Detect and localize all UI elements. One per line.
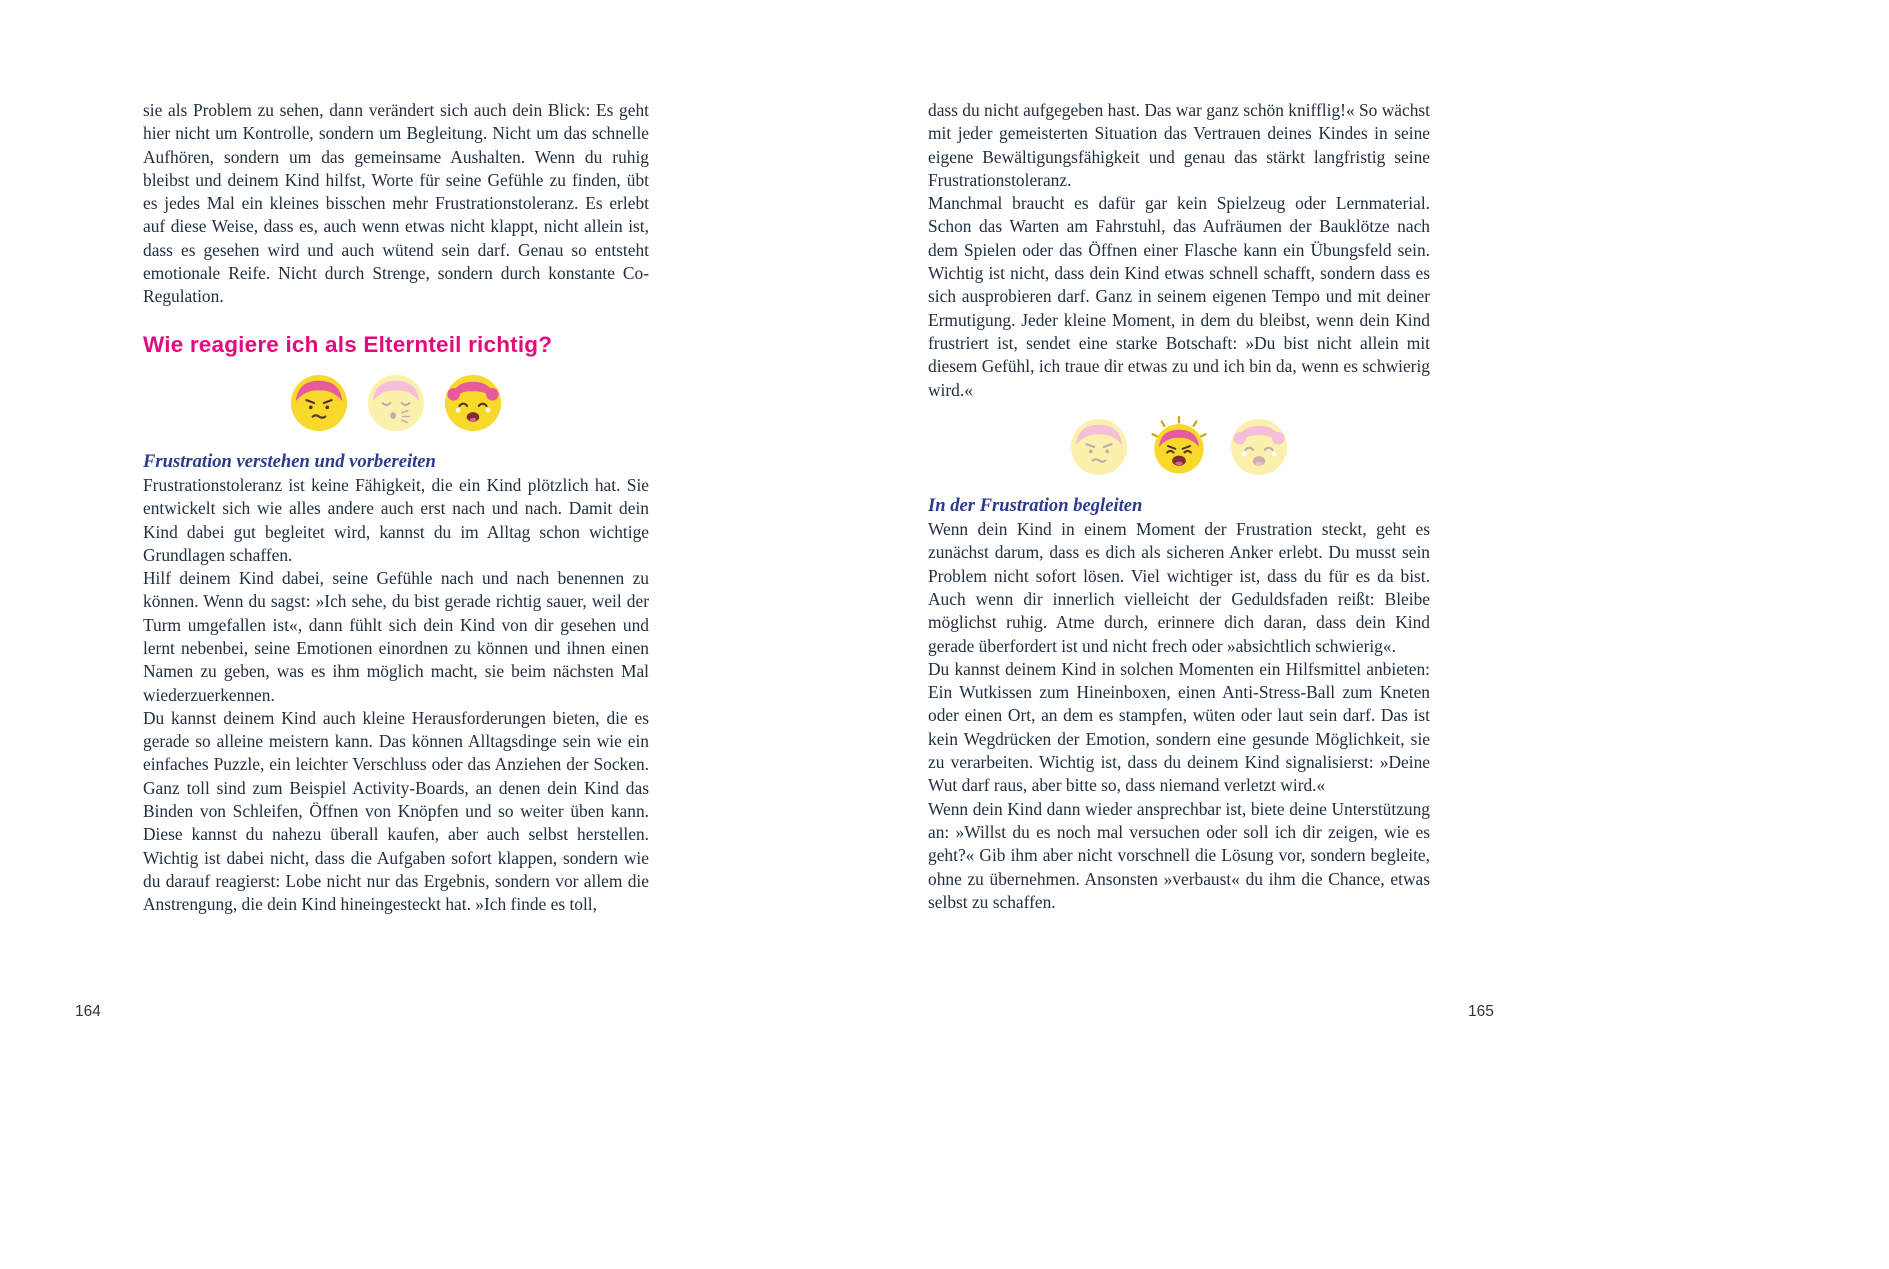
angry-shouting-face-icon [1147, 415, 1211, 484]
emotion-faces-row [143, 372, 649, 440]
sighing-face-icon [367, 374, 425, 437]
body-paragraph: sie als Problem zu sehen, dann verändert sich auch dein Blick: Es geht hier nicht um Kontrolle, sondern um Begleitung. Nicht um das schnelle Aufhören, sondern um das gemeinsame Aushalten. Wenn du ruhig bleibst und deinem Kind hilfst, Worte für seine Gefühle zu finden, übt es jedes Mal ein kleines bisschen mehr Frustrationstoleranz. Es erlebt auf diese Weise, dass es, auch wenn etwas nicht klappt, nicht allein ist, dass es gesehen wird und auch wütend sein darf. Genau so entsteht emotionale Reife. Nicht durch Strenge, sondern durch konstante Co-Regulation. [143, 100, 649, 307]
annoyed-boy-face-icon [290, 374, 348, 437]
section-heading: Wie reagiere ich als Elternteil richtig? [143, 331, 553, 357]
book-page-right [928, 99, 1430, 914]
book-page-left [143, 99, 649, 917]
subsection-title: In der Frustration begleiten [928, 494, 1143, 516]
body-paragraph: Manchmal braucht es dafür gar kein Spielzeug oder Lernmaterial. Schon das Warten am Fahrstuhl, das Aufräumen der Bauklötze nach dem Spielen oder das Öffnen einer Flasche kann ein Übungsfeld sein. Wichtig ist nicht, dass dein Kind etwas schnell schafft, sondern dass es sich ausprobieren darf. Ganz in seinem eigenen Tempo und mit deiner Ermutigung. Jeder kleine Moment, in dem du bleibst, wenn dein Kind frustriert ist, sendet eine starke Botschaft: »Du bist nicht allein mit diesem Gefühl, ich traue dir etwas zu und ich bin da, wenn es schwierig wird.« [928, 193, 1430, 400]
crying-girl-face-icon [444, 374, 502, 437]
body-paragraph: Wenn dein Kind in einem Moment der Frustration steckt, geht es zunächst darum, dass es dich als sicheren Anker erlebt. Du musst sein Problem nicht sofort lösen. Viel wichtiger ist, dass du für es da bist. Auch wenn dir innerlich vielleicht der Geduldsfaden reißt: Bleibe möglichst ruhig. Atme durch, erinnere dich daran, dass dein Kind gerade überfordert ist und nicht frech oder »absichtlich schwierig«. [928, 519, 1430, 656]
body-paragraph: dass du nicht aufgegeben hast. Das war ganz schön knifflig!« So wächst mit jeder gemeisterten Situation das Vertrauen deines Kindes in seine eigene Bewältigungsfähigkeit und genau das stärkt langfristig seine Frustrationstoleranz. [928, 100, 1430, 190]
body-paragraph: Du kannst deinem Kind in solchen Momenten ein Hilfsmittel anbieten: Ein Wutkissen zum Hineinboxen, einen Anti-Stress-Ball zum Kneten oder einen Ort, an dem es stampfen, wüten oder laut sein darf. Das ist kein Wegdrücken der Emotion, sondern eine gesunde Möglichkeit, sie zu verarbeiten. Wichtig ist, dass du deinem Kind signalisierst: »Deine Wut darf raus, aber bitte so, dass niemand verletzt wird.« [928, 658, 1430, 796]
body-paragraph: Wenn dein Kind dann wieder ansprechbar ist, biete deine Unterstützung an: »Willst du es noch mal versuchen oder soll ich dir zeigen, wie es geht?« Gib ihm aber nicht vorschnell die Lösung vor, sondern begleite, ohne zu übernehmen. Ansonsten »verbaust« du ihm die Chance, etwas selbst zu schaffen. [928, 798, 1430, 912]
body-paragraph: Du kannst deinem Kind auch kleine Herausforderungen bieten, die es gerade so alleine meistern kann. Das können Alltagsdinge sein wie ein einfaches Puzzle, ein leichter Verschluss oder das Anziehen der Socken. Ganz toll sind zum Beispiel Activity-Boards, an denen dein Kind das Binden von Schleifen, Öffnen von Knöpfen und so weiter üben kann. Diese kannst du nahezu überall kaufen, aber auch selbst herstellen. Wichtig ist dabei nicht, dass die Aufgaben sofort klappen, sondern wie du darauf reagierst: Lobe nicht nur das Ergebnis, sondern vor allem die Anstrengung, die dein Kind hineingesteckt hat. »Ich finde es toll, [143, 707, 649, 915]
emotion-faces-row [928, 416, 1430, 484]
body-paragraph: Hilf deinem Kind dabei, seine Gefühle nach und nach benennen zu können. Wenn du sagst: »Ich sehe, du bist gerade richtig sauer, weil der Turm umgefallen ist«, dann fühlt sich dein Kind von dir gesehen und lernt nebenbei, seine Emotionen einordnen zu können und ihnen einen Namen zu geben, was es ihm möglich macht, sie beim nächsten Mal wiederzuerkennen. [143, 568, 649, 705]
body-paragraph: Frustrationstoleranz ist keine Fähigkeit, die ein Kind plötzlich hat. Sie entwickelt sich wie alles andere auch erst nach und nach. Damit dein Kind dabei gut begleitet wird, kannst du im Alltag schon wichtige Grundlagen schaffen. [143, 474, 649, 565]
page-number-left: 164 [75, 1003, 101, 1020]
annoyed-boy-face-icon [1070, 418, 1128, 481]
subsection-title: Frustration verstehen und vorbereiten [143, 450, 436, 472]
page-number-right: 165 [1468, 1003, 1494, 1020]
crying-girl-face-icon [1230, 418, 1288, 481]
